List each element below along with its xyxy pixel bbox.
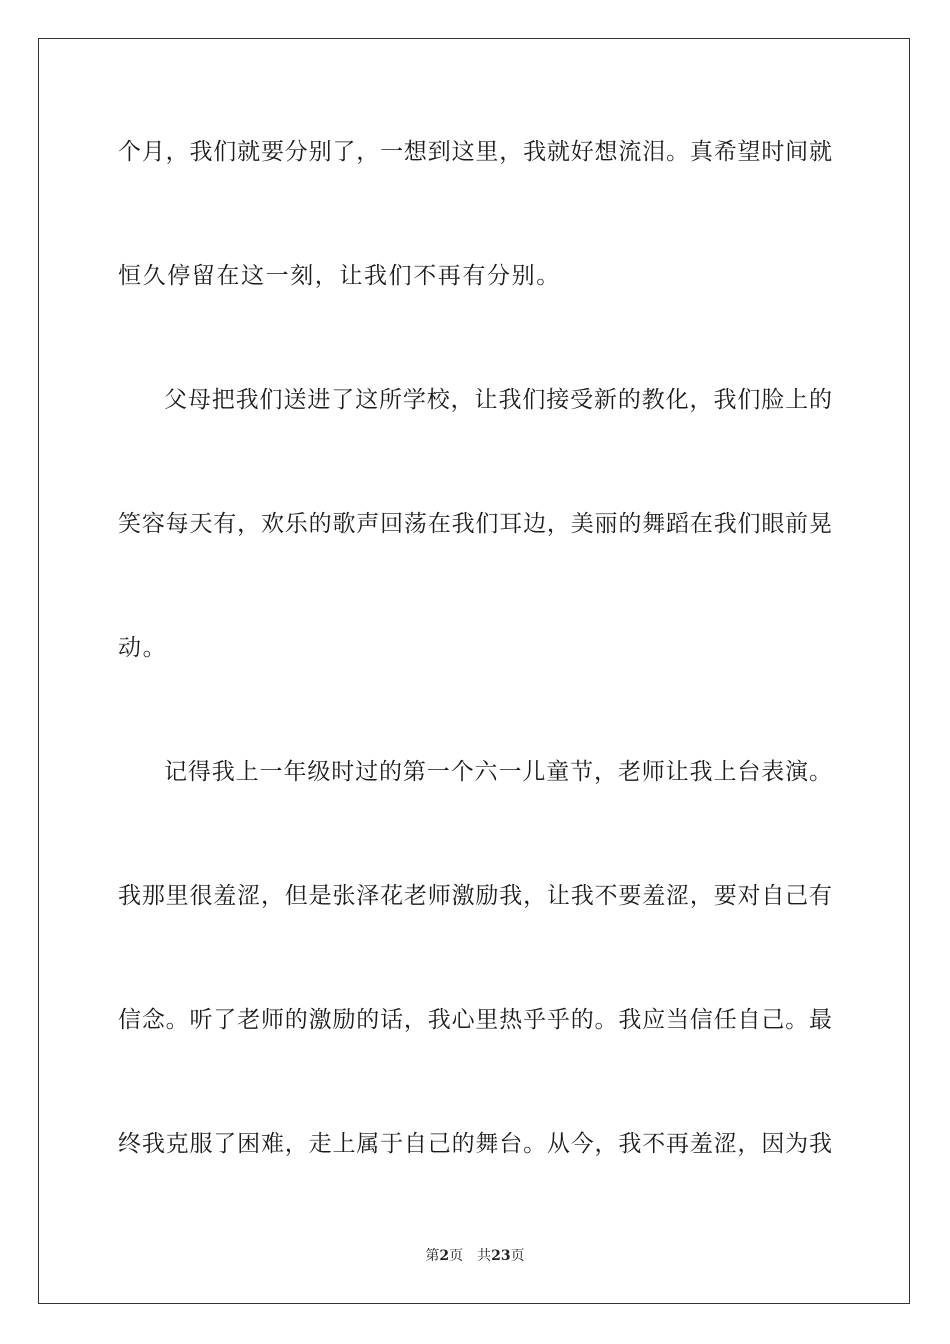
total-prefix: 共 <box>477 1248 492 1264</box>
total-pages: 23 <box>491 1248 511 1264</box>
total-suffix: 页 <box>510 1248 525 1264</box>
page-prefix: 第 <box>425 1248 440 1264</box>
text-line-3: 父母把我们送进了这所学校，让我们接受新的教化，我们脸上的 <box>164 387 832 413</box>
text-line-6: 记得我上一年级时过的第一个六一儿童节，老师让我上台表演。 <box>164 759 832 785</box>
page-border <box>38 38 910 1304</box>
page-suffix: 页 <box>449 1248 464 1264</box>
text-line-9: 终我克服了困难，走上属于自己的舞台。从今，我不再羞涩，因为我 <box>118 1131 832 1157</box>
page-footer <box>0 1247 950 1265</box>
text-line-2: 恒久停留在这一刻，让我们不再有分别。 <box>118 263 561 289</box>
text-line-5: 动。 <box>118 635 168 661</box>
text-line-1: 个月，我们就要分别了，一想到这里，我就好想流泪。真希望时间就 <box>118 139 832 165</box>
text-line-4: 笑容每天有，欢乐的歌声回荡在我们耳边，美丽的舞蹈在我们眼前晃 <box>118 511 832 537</box>
page-number: 2 <box>439 1248 450 1264</box>
text-line-7: 我那里很羞涩，但是张泽花老师激励我，让我不要羞涩，要对自己有 <box>118 883 832 909</box>
text-line-8: 信念。听了老师的激励的话，我心里热乎乎的。我应当信任自己。最 <box>118 1007 832 1033</box>
